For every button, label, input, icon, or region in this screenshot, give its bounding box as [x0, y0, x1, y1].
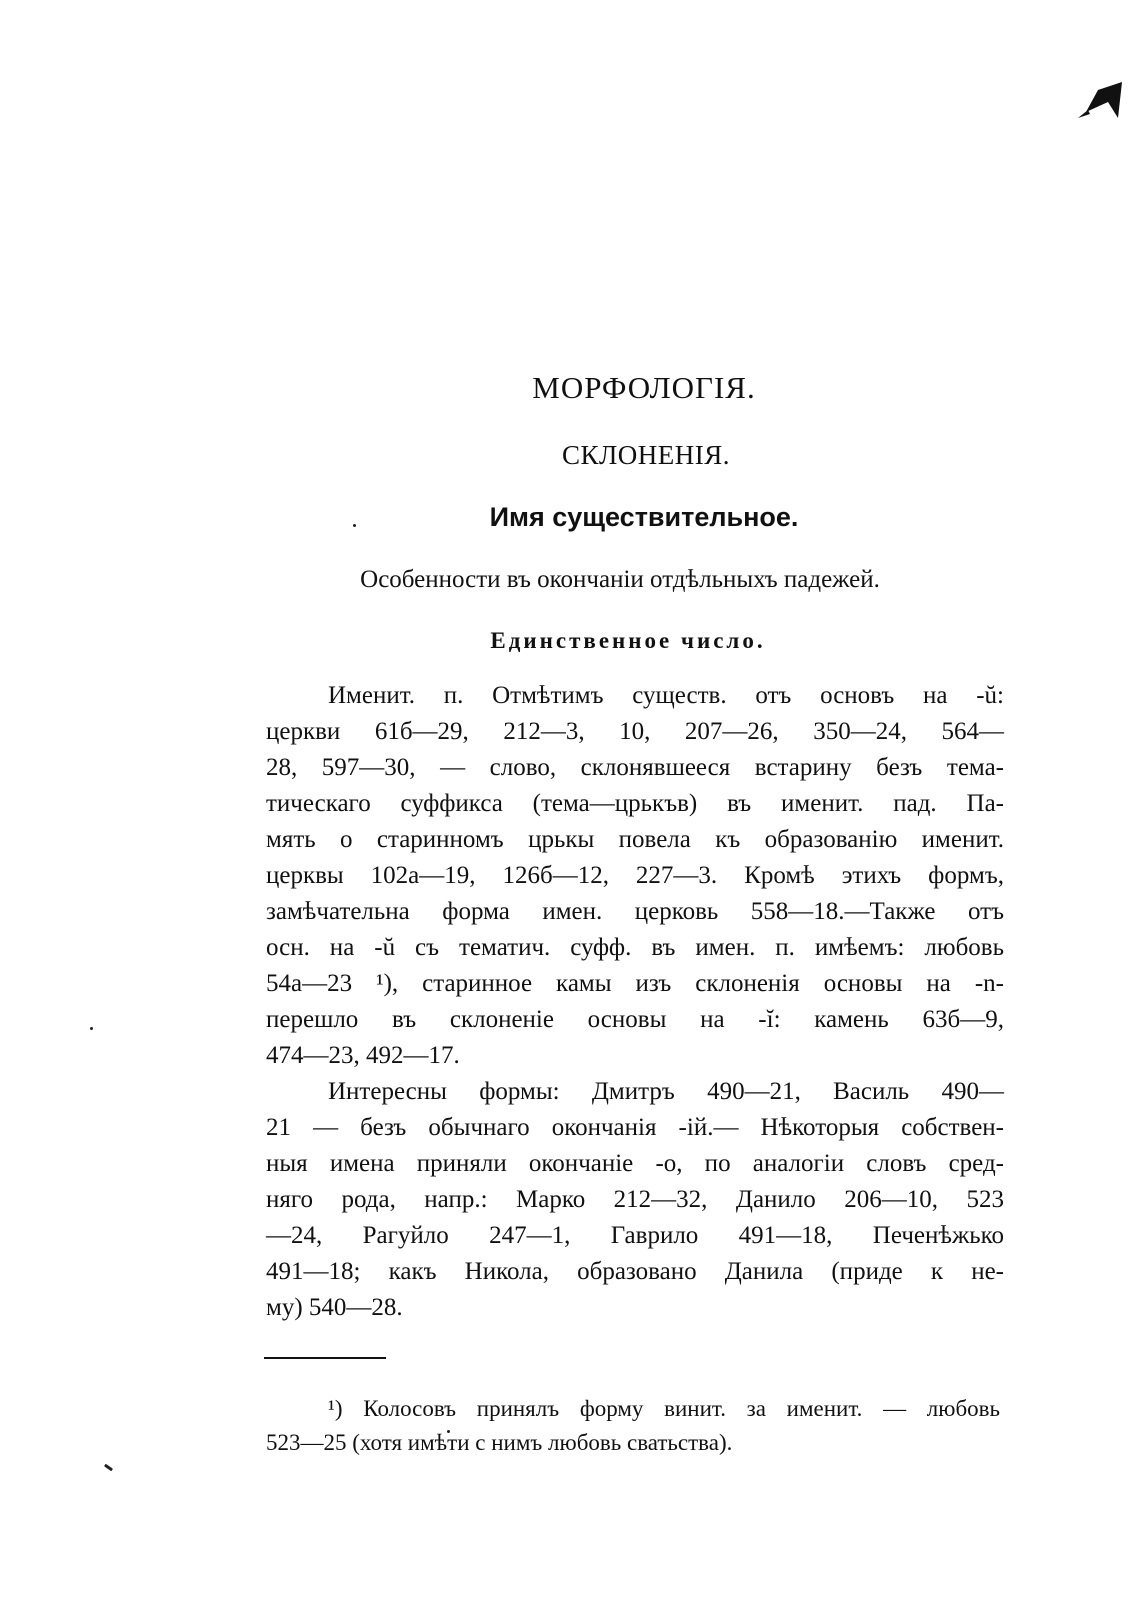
text-line: 474—23, 492—17. [266, 1042, 460, 1069]
corner-ink-mark-icon [1078, 82, 1124, 120]
text-line: му) 540—28. [266, 1294, 403, 1321]
text-line: замѣчательна форма имен. церковь 558—18.—Также отъ [266, 898, 1004, 925]
chapter-heading: Имя существительное. [489, 502, 799, 532]
text-line: церквы 102а—19, 126б—12, 227—3. Кромѣ этихъ формъ, [266, 862, 1004, 889]
text-line: тическаго суффикса (тема—црькъв) въ именит. пад. Па- [266, 790, 1004, 817]
text-line: 491—18; какъ Никола, образовано Данила (приде к не- [266, 1258, 1004, 1285]
section-title: МОРФОЛОГIЯ. [532, 370, 756, 405]
footnote [266, 1392, 1000, 1460]
text-line: —24, Рагуйло 247—1, Гаврило 491—18, Печенѣжько [266, 1222, 1004, 1249]
text-line: Именит. п. Отмѣтимъ существ. отъ основъ на -ŭ: [328, 682, 1004, 709]
text-line: осн. на -ŭ съ тематич. суфф. въ имен. п. имѣемъ: любовь [266, 934, 1004, 961]
text-line: 54а—23 ¹), старинное камы изъ склоненiя основы на -n- [266, 970, 1004, 997]
text-line: няго рода, напр.: Марко 212—32, Данило 206—10, 523 [266, 1186, 1004, 1213]
body-text [266, 678, 1004, 1326]
text-line: перешло въ склоненiе основы на -ĭ: камень 63б—9, [266, 1006, 1004, 1033]
footnote-line: ¹) Колосовъ принялъ форму винит. за именит. — любовь [328, 1396, 1000, 1421]
footnote-line: 523—25 (хотя имѣти с нимъ любовь сватьства). [266, 1430, 733, 1455]
footnote-divider [264, 1357, 386, 1359]
text-line: мять о старинномъ црькы повела къ образованiю именит. [266, 826, 1004, 853]
ink-speck [90, 1027, 93, 1030]
text-line: 21 — безъ обычнаго окончанiя -iй.— Нѣкоторыя собствен- [266, 1114, 1004, 1141]
section-subtitle: СКЛОНЕНIЯ. [561, 440, 731, 470]
subheading: Особенности въ окончанiи отдѣльныхъ падежей. [360, 566, 880, 593]
text-line: церкви 61б—29, 212—3, 10, 207—26, 350—24, 564— [266, 718, 1004, 745]
text-line: ныя имена приняли окончанiе -о, по аналогiи словъ сред- [266, 1150, 1004, 1177]
text-line: 28, 597—30, — слово, склонявшееся встарину безъ тема- [266, 754, 1004, 781]
ink-speck [104, 1464, 113, 1472]
text-line: Интересны формы: Дмитръ 490—21, Василь 490— [328, 1078, 1004, 1105]
subsection-heading: Единственное число. [490, 628, 766, 653]
